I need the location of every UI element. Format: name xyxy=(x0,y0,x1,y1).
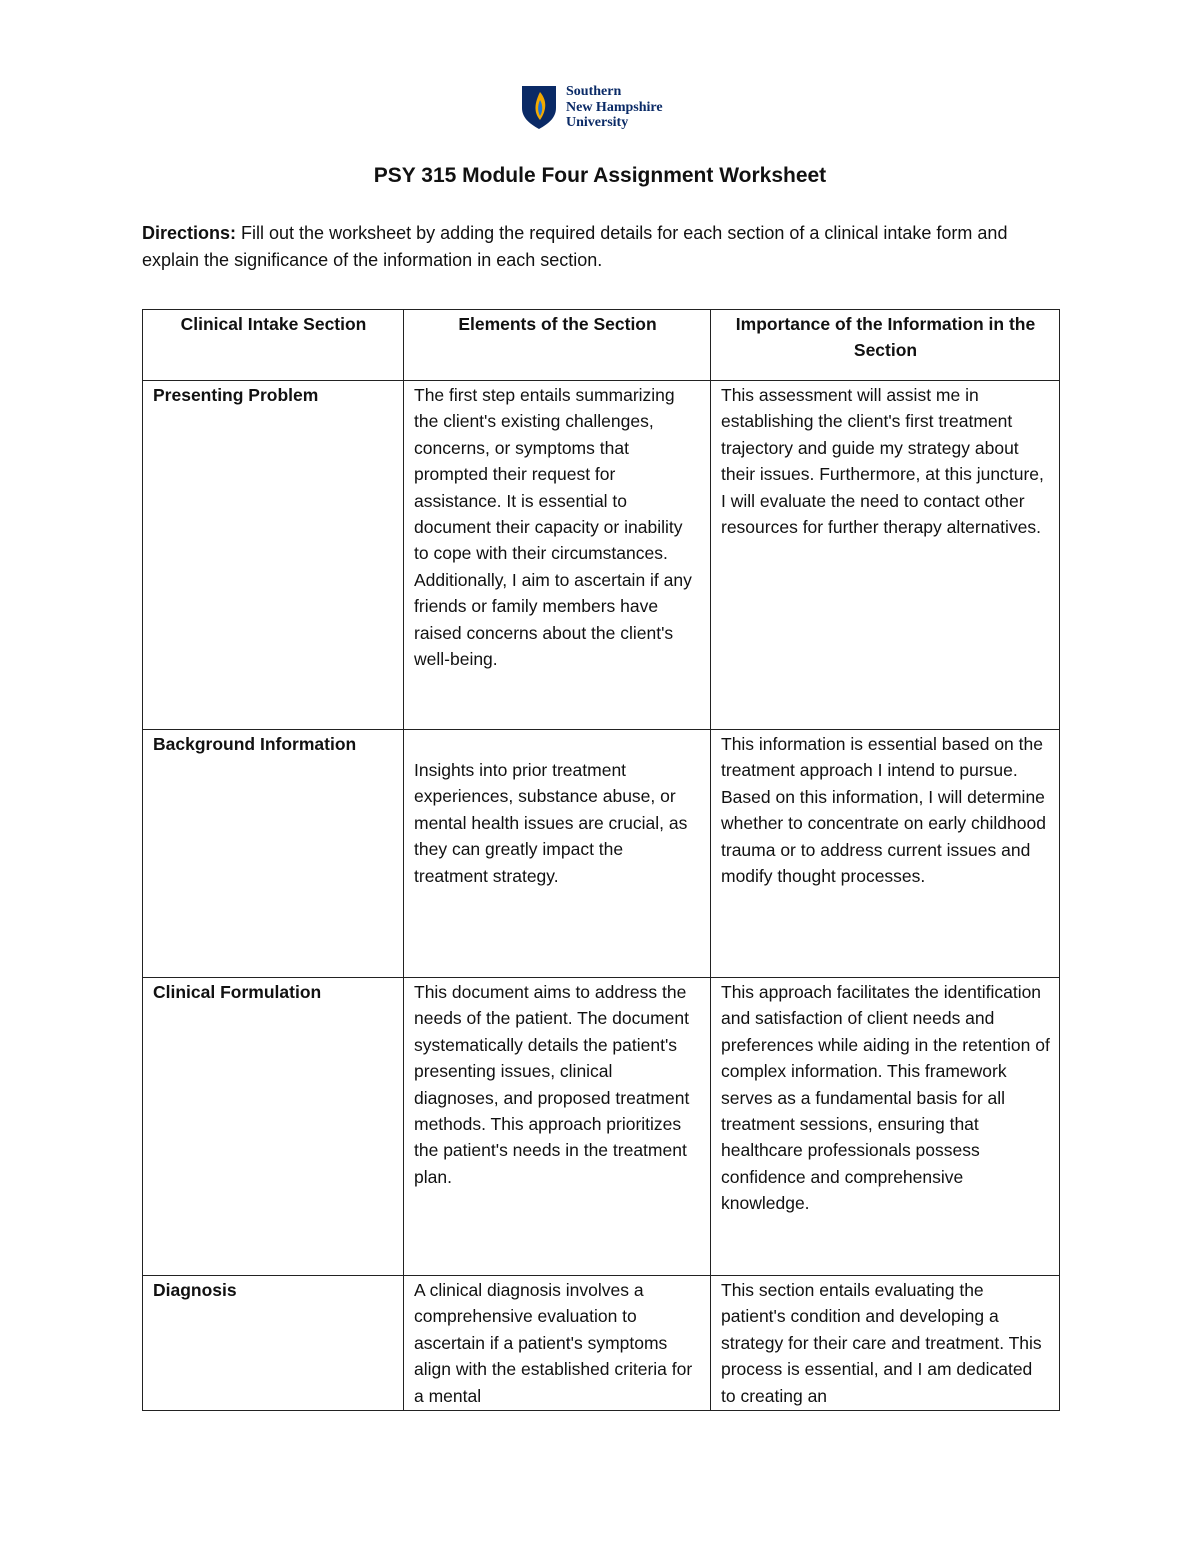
elements-cell xyxy=(404,730,711,978)
table-row xyxy=(143,978,1060,1276)
clinical-intake-table xyxy=(142,309,1060,1411)
directions-paragraph xyxy=(142,220,1062,273)
table-header-row xyxy=(143,310,1060,381)
university-name xyxy=(566,84,663,131)
logo-line-2: New Hampshire xyxy=(566,99,663,115)
header-importance-of-information: Importance of the Information in the Section xyxy=(711,310,1060,381)
elements-text: Insights into prior treatment experiences, substance abuse, or mental health issues are crucial, as they can greatly impact the treatment strategy. xyxy=(414,760,688,886)
table-row xyxy=(143,730,1060,978)
directions-label: Directions: xyxy=(142,223,237,243)
importance-cell: This assessment will assist me in establishing the client's first treatment trajectory and guide my strategy about their issues. Furthermore, at this juncture, I will evaluate the need to contact other resources for further therapy alternatives. xyxy=(711,381,1060,730)
header-clinical-intake-section: Clinical Intake Section xyxy=(143,310,404,381)
importance-cell: This information is essential based on the treatment approach I intend to pursue. Based on this information, I will determine whether to concentrate on early childhood trauma or to address current issues and modify thought processes. xyxy=(711,730,1060,978)
logo-line-3: University xyxy=(566,115,629,130)
directions-text: Fill out the worksheet by adding the required details for each section of a clinical intake form and explain the significance of the information in each section. xyxy=(142,223,1008,270)
document-title: PSY 315 Module Four Assignment Worksheet xyxy=(373,164,827,187)
logo-line-1: Southern xyxy=(566,84,622,99)
importance-cell: This section entails evaluating the patient's condition and developing a strategy for their care and treatment. This process is essential, and I am dedicated to creating an xyxy=(711,1276,1060,1411)
section-name-cell: Clinical Formulation xyxy=(143,978,404,1276)
elements-cell: The first step entails summarizing the client's existing challenges, concerns, or symptoms that prompted their request for assistance. It is essential to document their capacity or inability to cope with their circumstances. Additionally, I aim to ascertain if any friends or family members have raised concerns about the client's well-being. xyxy=(404,381,711,730)
elements-cell: This document aims to address the needs of the patient. The document systematically details the patient's presenting issues, clinical diagnoses, and proposed treatment methods. This approach prioritizes the patient's needs in the treatment plan. xyxy=(404,978,711,1276)
table-row xyxy=(143,1276,1060,1411)
university-logo xyxy=(520,84,663,131)
elements-cell: A clinical diagnosis involves a comprehensive evaluation to ascertain if a patient's symptoms align with the established criteria for a mental xyxy=(404,1276,711,1411)
snhu-shield-icon xyxy=(520,84,558,130)
importance-cell: This approach facilitates the identification and satisfaction of client needs and preferences while aiding in the retention of complex information. This framework serves as a fundamental basis for all treatment sessions, ensuring that healthcare professionals possess confidence and comprehensive knowledge. xyxy=(711,978,1060,1276)
section-name-cell: Background Information xyxy=(143,730,404,978)
section-name-cell: Diagnosis xyxy=(143,1276,404,1411)
section-name-cell: Presenting Problem xyxy=(143,381,404,730)
table-row xyxy=(143,381,1060,730)
header-elements-of-section: Elements of the Section xyxy=(404,310,711,381)
